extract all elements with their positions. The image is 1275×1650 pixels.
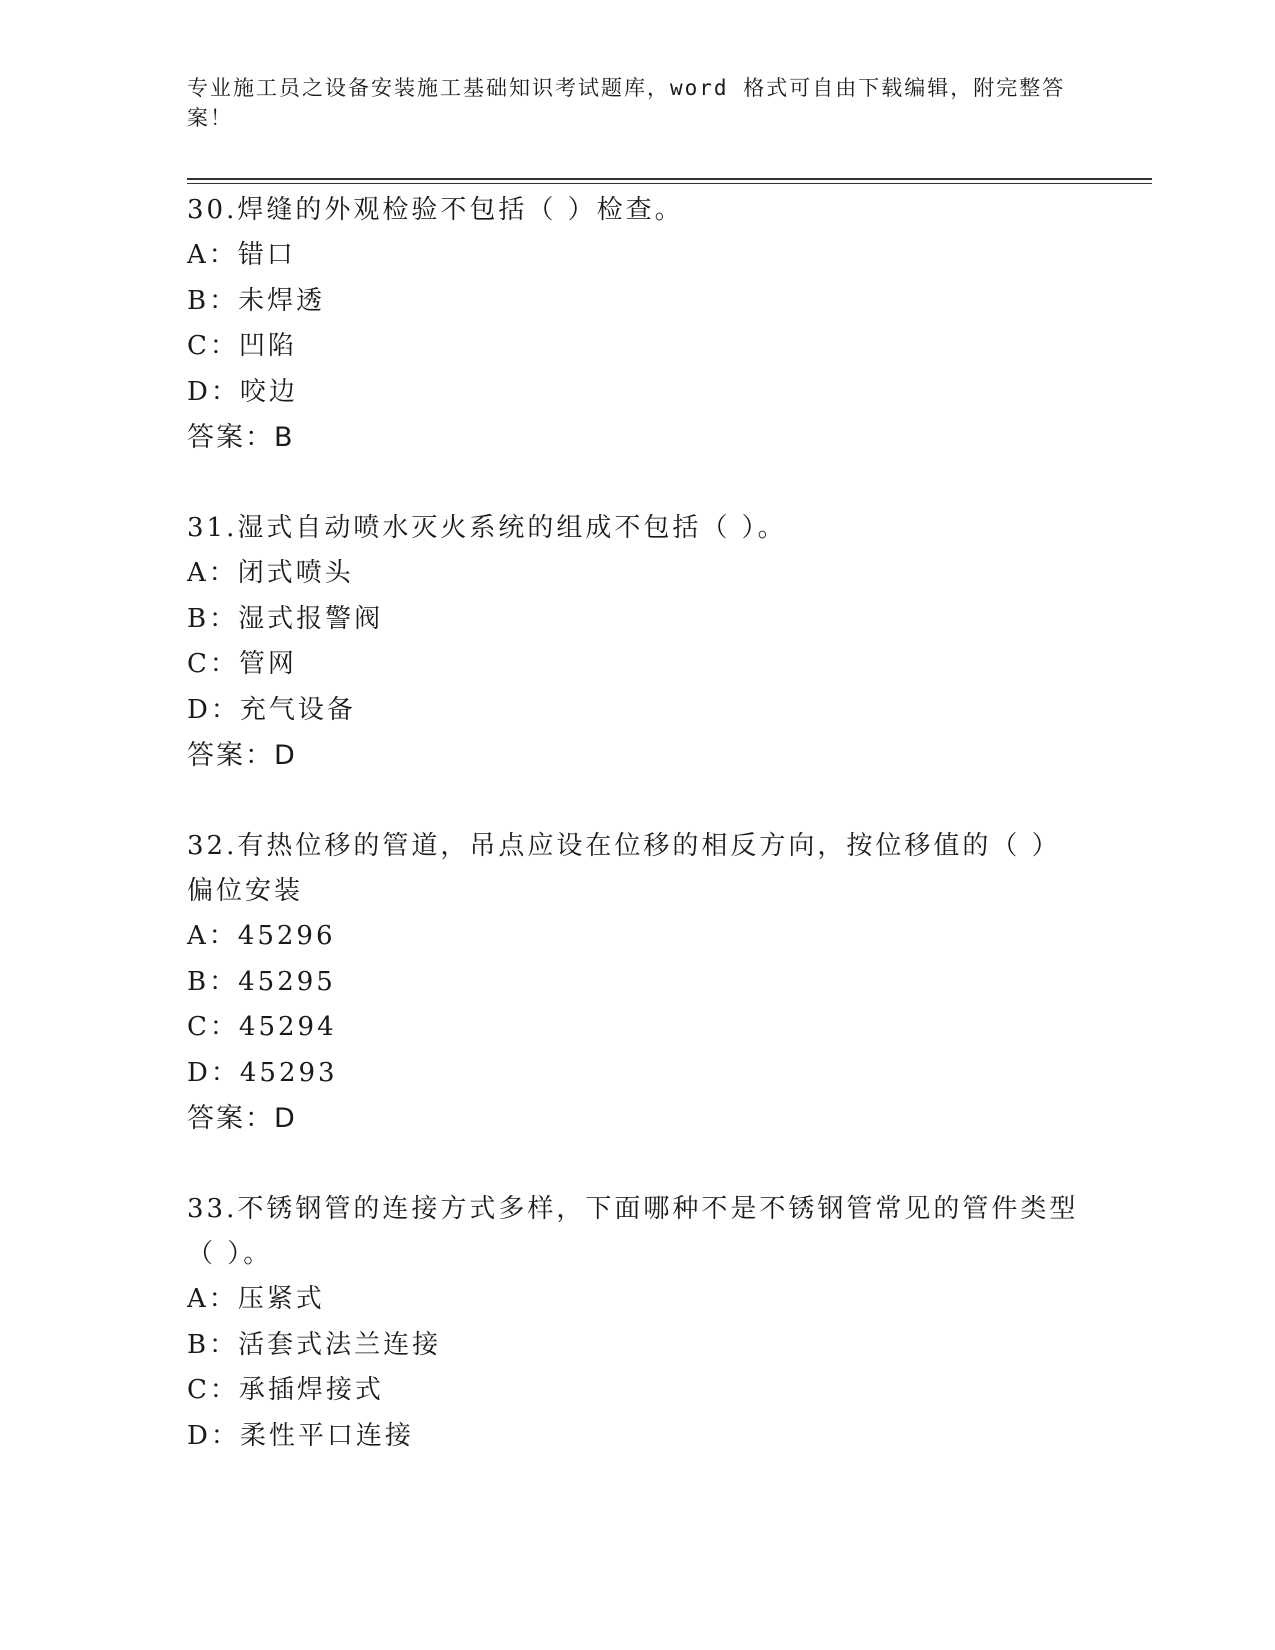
option-text: 未焊透 bbox=[238, 285, 326, 316]
question-stem: 32.有热位移的管道，吊点应设在位移的相反方向，按位移值的（ ）偏位安装 bbox=[187, 831, 1061, 906]
option-text: 管网 bbox=[238, 649, 297, 679]
answer-line: 答案：D bbox=[187, 1103, 297, 1134]
answer-line: 答案：B bbox=[187, 422, 295, 453]
option-a bbox=[187, 551, 1087, 597]
option-d bbox=[187, 688, 1087, 734]
option-b bbox=[187, 597, 1087, 643]
option-text: 压紧式 bbox=[237, 1284, 325, 1314]
option-text: 咬边 bbox=[239, 376, 298, 407]
option-text: 45293 bbox=[239, 1057, 338, 1088]
option-letter: B： bbox=[187, 285, 239, 316]
option-letter: C： bbox=[187, 649, 239, 679]
option-a bbox=[187, 914, 1087, 960]
question-stem: 30.焊缝的外观检验不包括（ ）检查。 bbox=[187, 195, 684, 225]
option-a bbox=[187, 233, 1087, 279]
option-letter: A： bbox=[187, 558, 238, 588]
option-letter: A： bbox=[187, 240, 238, 270]
option-text: 柔性平口连接 bbox=[239, 1420, 414, 1451]
option-letter: C： bbox=[187, 1012, 239, 1042]
header-divider-thin bbox=[187, 183, 1152, 184]
option-text: 45295 bbox=[238, 966, 336, 997]
question-30 bbox=[187, 188, 1087, 460]
option-text: 闭式喷头 bbox=[237, 558, 354, 588]
option-letter: D： bbox=[187, 376, 240, 407]
answer-line: 答案：D bbox=[187, 740, 297, 771]
option-letter: B： bbox=[187, 1329, 239, 1360]
option-letter: C： bbox=[187, 1375, 239, 1405]
document-header: 专业施工员之设备安装施工基础知识考试题库，word 格式可自由下载编辑，附完整答案！ bbox=[187, 76, 1066, 130]
option-d bbox=[187, 370, 1087, 416]
option-text: 充气设备 bbox=[239, 694, 356, 725]
question-33 bbox=[187, 1187, 1087, 1459]
option-letter: C： bbox=[187, 331, 239, 361]
question-31 bbox=[187, 506, 1087, 778]
option-d bbox=[187, 1414, 1087, 1460]
option-text: 45294 bbox=[238, 1012, 337, 1042]
option-letter: B： bbox=[187, 966, 239, 997]
option-b bbox=[187, 960, 1087, 1006]
option-text: 湿式报警阀 bbox=[238, 603, 384, 634]
option-a bbox=[187, 1277, 1087, 1323]
option-c bbox=[187, 642, 1087, 688]
question-stem: 33.不锈钢管的连接方式多样，下面哪种不是不锈钢管常见的管件类型（ ）。 bbox=[187, 1194, 1079, 1269]
option-letter: D： bbox=[187, 694, 240, 725]
option-c bbox=[187, 1005, 1087, 1051]
option-b bbox=[187, 1323, 1087, 1369]
option-text: 凹陷 bbox=[238, 331, 297, 361]
option-letter: D： bbox=[187, 1420, 240, 1451]
question-stem: 31.湿式自动喷水灭火系统的组成不包括（ ）。 bbox=[187, 513, 787, 543]
option-letter: D： bbox=[187, 1057, 240, 1088]
option-b bbox=[187, 279, 1087, 325]
option-text: 错口 bbox=[237, 240, 296, 270]
option-c bbox=[187, 1368, 1087, 1414]
option-text: 45296 bbox=[237, 921, 336, 951]
option-text: 承插焊接式 bbox=[238, 1375, 384, 1405]
option-d bbox=[187, 1051, 1087, 1097]
question-32 bbox=[187, 824, 1087, 1141]
question-list bbox=[187, 188, 1087, 1505]
option-letter: B： bbox=[187, 603, 239, 634]
option-letter: A： bbox=[187, 921, 238, 951]
option-letter: A： bbox=[187, 1284, 238, 1314]
header-divider-thick bbox=[187, 178, 1152, 180]
option-text: 活套式法兰连接 bbox=[238, 1329, 442, 1360]
option-c bbox=[187, 324, 1087, 370]
